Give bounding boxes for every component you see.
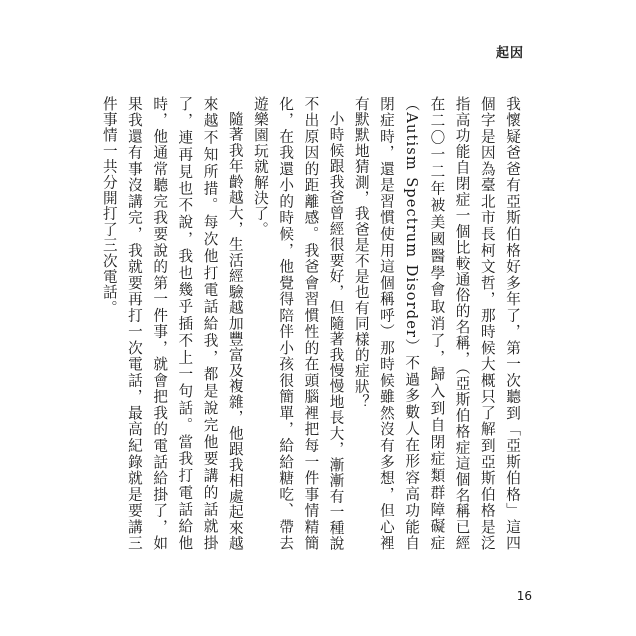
page-number: 16 <box>516 589 532 603</box>
body-text <box>100 96 525 551</box>
paragraph-3: 隨著我年齡越大，生活經驗越加豐富及複雜，他跟我相處起來越來越不知所措。每次他打電話給我，都是說完他要講的話就掛了，連再見也不說，我也幾乎插不上一句話。當我打電話給他時，他通常聽完我要說的第一件事，就會把我的電話給掛了，如果我還有事沒講完，我就要再打一次電話，最高紀錄就是要講三件事情一共分開打了三次電話。 <box>100 96 244 551</box>
paragraph-2: 小時候跟我爸曾經很要好，但隨著我慢慢地長大，漸漸有一種說不出原因的距離感。我爸會習慣性的在頭腦裡把每一件事情精簡化，在我還小的時候，他覺得陪伴小孩很簡單，給給糖吃、帶去遊樂園玩就解決了。 <box>251 96 345 551</box>
running-header: 起因 <box>495 46 524 61</box>
paragraph-1: 我懷疑爸爸有亞斯伯格好多年了，第一次聽到「亞斯伯格」這四個字是因為臺北市長柯文哲，那時候大概只了解到亞斯伯格是泛指高功能自閉症一個比較通俗的名稱，（亞斯伯格症這個名稱已經在二〇一二年被美國醫學會取消了，歸入到自閉症類群障礙症（Autism Spectrum Disorder）不過多數人在形容高功能自閉症時，還是習慣使用這個稱呼）那時候雖然沒有多想，但心裡有默默地猜測，我爸是不是也有同樣的症狀？ <box>352 96 521 551</box>
